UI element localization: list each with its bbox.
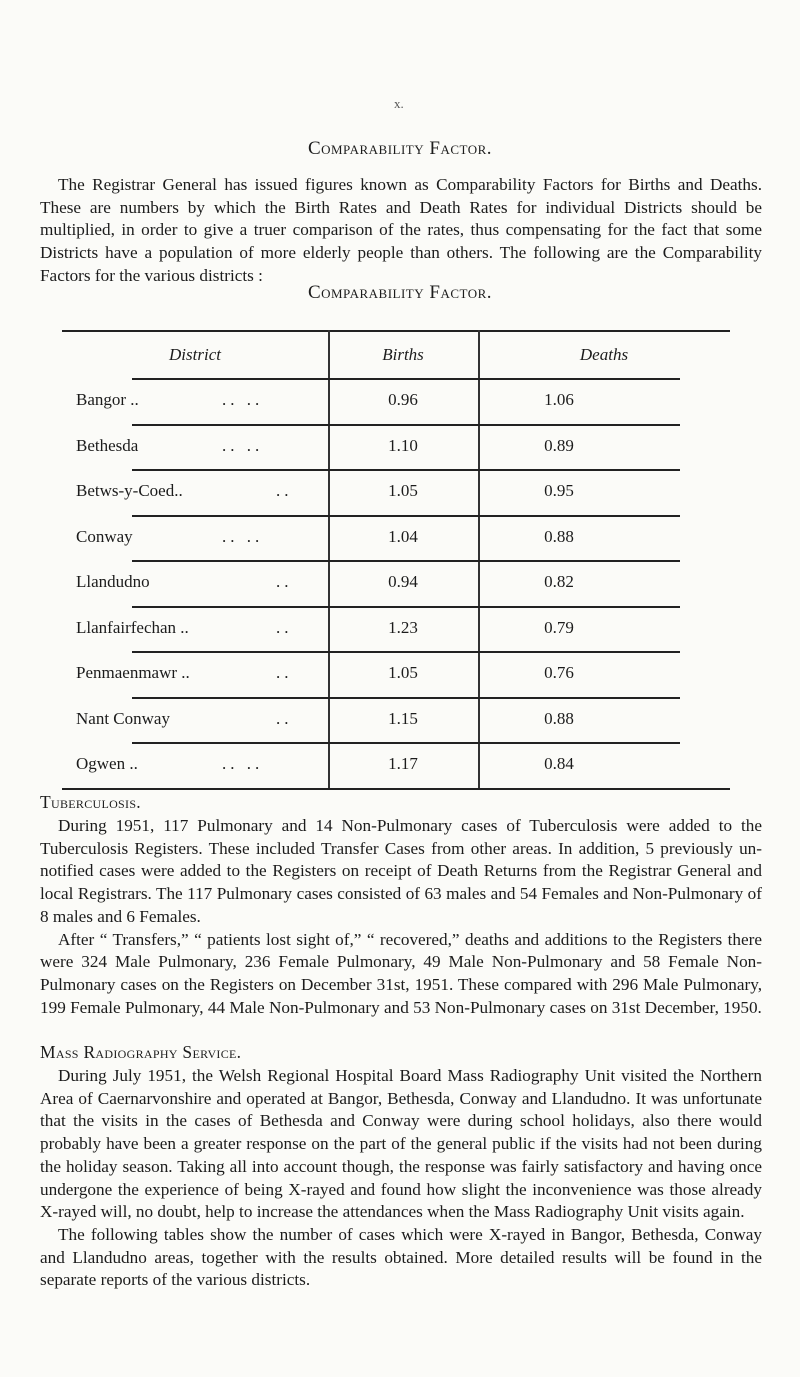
district-name: Llandudno	[76, 572, 150, 591]
table-row-rule	[132, 651, 680, 653]
table-bottom-rule	[62, 788, 730, 790]
deaths-value: 1.06	[544, 390, 574, 409]
births-value: 0.96	[388, 390, 418, 409]
leader-dots: .. ..	[222, 754, 264, 773]
births-value: 1.23	[388, 617, 418, 637]
district-name: Conway	[76, 526, 133, 546]
mass-radiography-paragraph-1: During July 1951, the Welsh Regional Hospital Board Mass Radiography Unit visited the Northern Area of Caernarvonshire and operated at Bangor, Bethesda, Conway and Llandudno. It was unfortunate that the visits in the cases of Bethesda and Conway were during school holidays, also there would probably have been a greater response on the part of the general public if the visits had not been during the holiday season. Taking all into account though, the response was fairly satisfactory and having once undergone the experience of being X-rayed and found how slight the inconvenience was those already X-rayed will, no doubt, help to increase the attendances when the Mass Radiography Unit visits again.	[40, 1066, 762, 1222]
deaths-value: 0.88	[544, 708, 574, 728]
deaths-value: 0.79	[544, 617, 574, 637]
header-district: District	[169, 345, 221, 364]
district-name: Betws-y-Coed..	[76, 481, 183, 500]
district-name: Llanfairfechan ..	[76, 617, 189, 637]
births-value: 1.10	[388, 435, 418, 455]
comparability-table	[62, 330, 730, 787]
table-row-rule	[132, 469, 680, 471]
births-value: 1.05	[388, 663, 418, 682]
district-name: Bangor ..	[76, 390, 139, 409]
intro-paragraph: The Registrar General has issued figures known as Comparability Factors for Births and Deaths. These are numbers by which the Birth Rates and Death Rates for individual Districts should be multiplied, in order to give a truer comparison of the rates, thus compensating for the fact that some Districts have a population of more elderly people than others. The following are the Comparability Factors for the various districts :	[40, 175, 762, 285]
leader-dots: ..	[276, 617, 293, 637]
deaths-value: 0.84	[544, 754, 574, 773]
table-row-rule	[132, 606, 680, 608]
deaths-value: 0.76	[544, 663, 574, 682]
table-row-rule	[132, 424, 680, 426]
table-title: Comparability Factor.	[307, 282, 493, 303]
tuberculosis-body	[40, 815, 762, 1019]
leader-dots: .. ..	[222, 390, 264, 409]
table-row-rule	[132, 378, 680, 380]
deaths-value: 0.82	[544, 572, 574, 591]
page-marker: x.	[394, 96, 404, 111]
table-row-rule	[132, 515, 680, 517]
births-value: 0.94	[388, 572, 418, 591]
leader-dots: ..	[276, 708, 293, 728]
district-name: Penmaenmawr ..	[76, 663, 190, 682]
leader-dots: ..	[276, 572, 293, 591]
leader-dots: .. ..	[222, 526, 264, 546]
leader-dots: .. ..	[222, 435, 264, 455]
header-deaths: Deaths	[579, 345, 629, 364]
births-value: 1.15	[388, 708, 418, 728]
deaths-value: 0.95	[544, 481, 574, 500]
table-top-rule	[62, 330, 730, 332]
table-row-rule	[132, 697, 680, 699]
leader-dots: ..	[276, 663, 293, 682]
district-name: Bethesda	[76, 435, 139, 455]
births-value: 1.17	[388, 754, 418, 773]
mass-radiography-body	[40, 1065, 762, 1292]
header-births: Births	[382, 345, 424, 364]
page-title: Comparability Factor.	[307, 138, 493, 159]
deaths-value: 0.88	[544, 526, 574, 546]
table-row-rule	[132, 742, 680, 744]
tuberculosis-paragraph-2: After “ Transfers,” “ patients lost sight of,” “ recovered,” deaths and additions to the Registers there were 324 Male Pulmonary, 236 Female Pulmonary, 49 Male Non-Pulmonary and 58 Female Non-Pulmonary cases on the Registers on December 31st, 1951. These compared with 296 Male Pulmonary, 199 Female Pulmonary, 44 Male Non-Pulmonary and 53 Non-Pulmonary cases on 31st December, 1950.	[40, 929, 762, 1017]
district-name: Nant Conway	[76, 708, 170, 728]
district-name: Ogwen ..	[76, 754, 138, 773]
mass-radiography-title: Mass Radiography Service.	[40, 1042, 242, 1062]
deaths-value: 0.89	[544, 435, 574, 455]
births-value: 1.04	[388, 526, 418, 546]
births-value: 1.05	[388, 481, 418, 500]
leader-dots: ..	[276, 481, 293, 500]
mass-radiography-paragraph-2: The following tables show the number of cases which were X-rayed in Bangor, Bethesda, Conway and Llandudno areas, together with the results obtained. More detailed results will be found in the separate reports of the various districts.	[40, 1224, 762, 1290]
tuberculosis-title: Tuberculosis.	[40, 792, 141, 812]
tuberculosis-paragraph-1: During 1951, 117 Pulmonary and 14 Non-Pulmonary cases of Tuberculosis were added to the Tuberculosis Registers. These included Transfer Cases from other areas. In addition, 5 previously un-notified cases were added to the Registers on receipt of Death Returns from the Registrar General and local Registrars. The 117 Pulmonary cases consisted of 63 males and 54 Females and Non-Pulmonary of 8 males and 6 Females.	[40, 816, 762, 926]
table-row-rule	[132, 560, 680, 562]
